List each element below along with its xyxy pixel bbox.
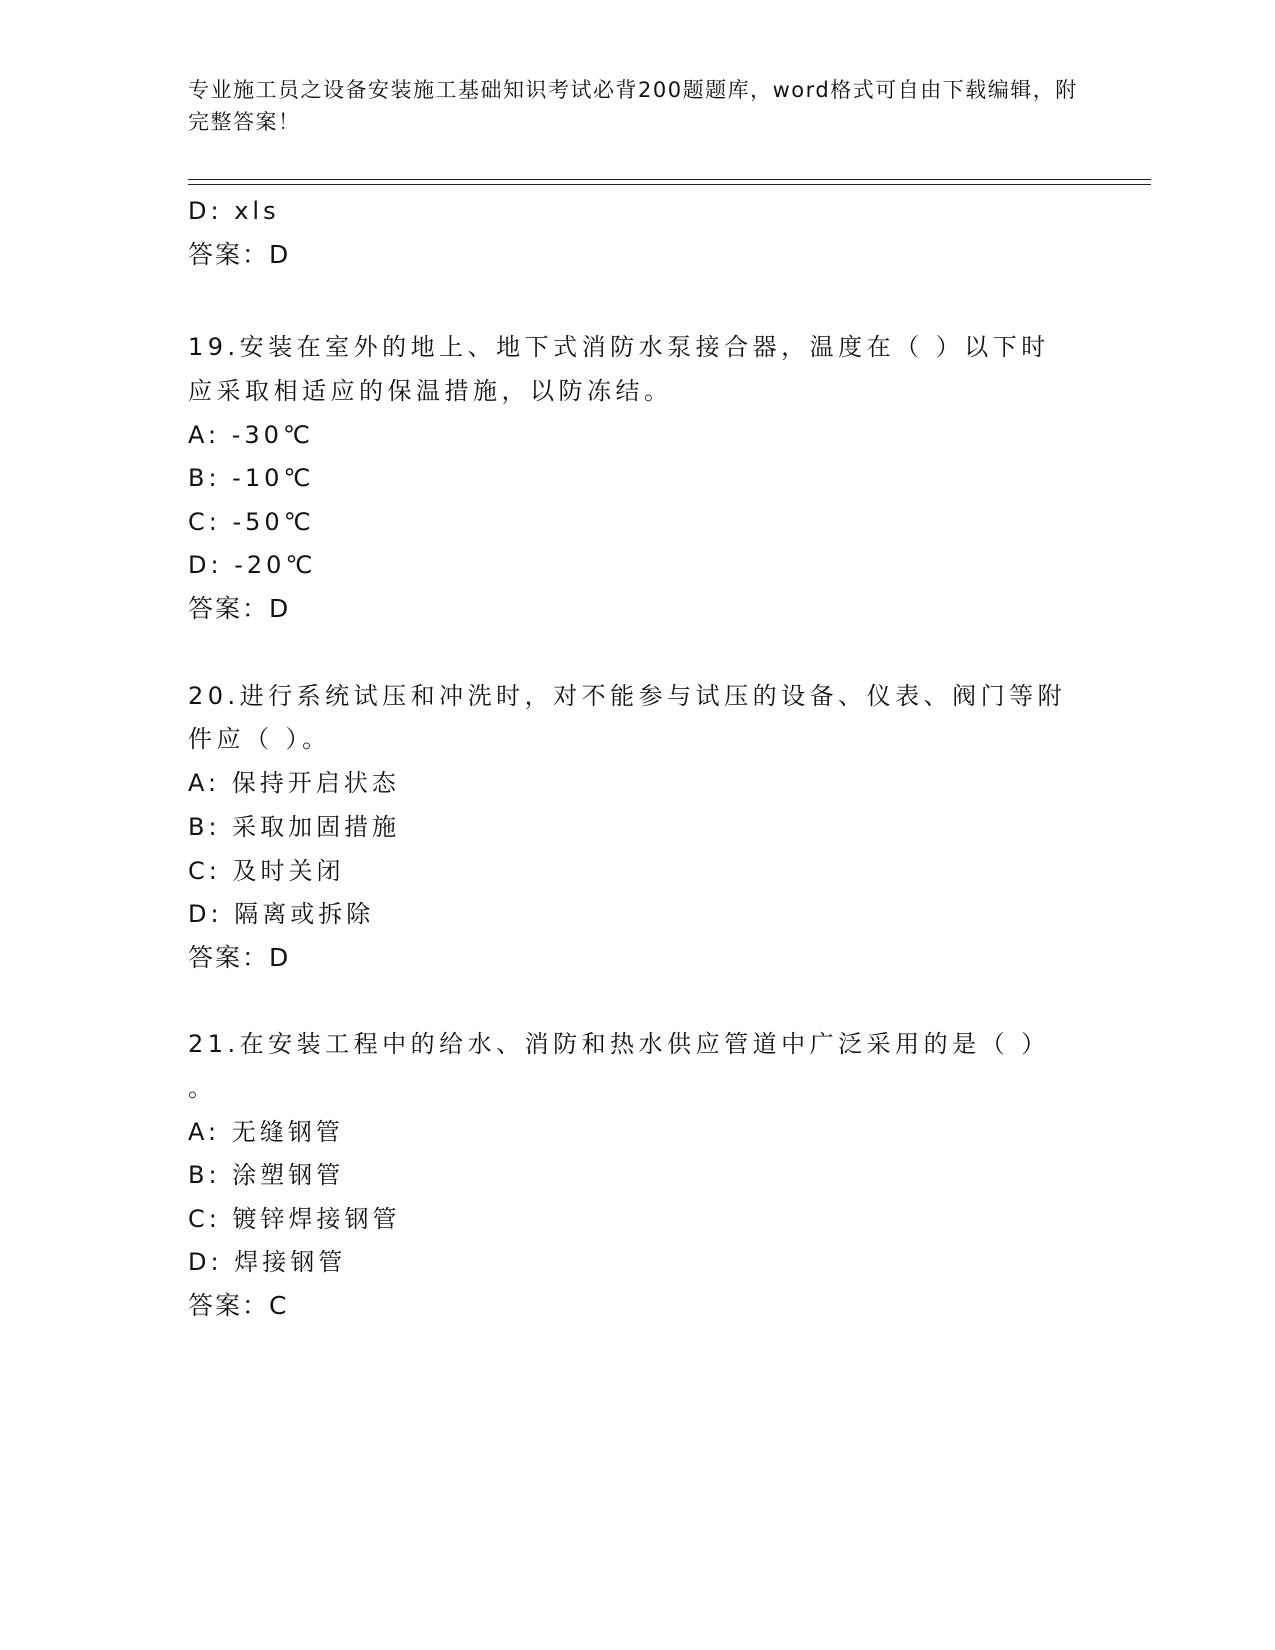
option-line: C: 及时关闭 (188, 857, 345, 885)
option-line: B: 采取加固措施 (188, 813, 401, 841)
header-title: 专业施工员之设备安装施工基础知识考试必背200题题库，word格式可自由下载编辑，附完整答案！ (188, 78, 1078, 134)
option-line: D: 焊接钢管 (188, 1248, 347, 1276)
answer-line: 答案：D (188, 240, 291, 269)
option-line: B: -10℃ (188, 464, 315, 492)
header-rule-top (188, 179, 1151, 180)
question-stem-line: 19.安装在室外的地上、地下式消防水泵接合器，温度在（ ）以下时 (188, 333, 1050, 361)
option-line: A: 无缝钢管 (188, 1118, 344, 1146)
question-stem-line: 件应（ ）。 (188, 725, 331, 753)
option-line: C: -50℃ (188, 508, 315, 536)
question-stem-line: 20.进行系统试压和冲洗时，对不能参与试压的设备、仪表、阀门等附 (188, 682, 1067, 710)
answer-line: 答案：C (188, 1291, 289, 1320)
document-header (188, 74, 1088, 138)
answer-line: 答案：D (188, 594, 291, 623)
option-line: D: xls (188, 197, 280, 225)
header-rule-bottom (188, 184, 1151, 185)
option-line: A: 保持开启状态 (188, 769, 400, 797)
answer-line: 答案：D (188, 943, 291, 972)
option-line: D: -20℃ (188, 551, 317, 579)
question-stem-line: 。 (188, 1074, 217, 1102)
question-stem-line: 应采取相适应的保温措施，以防冻结。 (188, 377, 673, 405)
question-stem-line: 21.在安装工程中的给水、消防和热水供应管道中广泛采用的是（ ） (188, 1030, 1050, 1058)
option-line: C: 镀锌焊接钢管 (188, 1205, 401, 1233)
option-line: A: -30℃ (188, 421, 314, 449)
option-line: D: 隔离或拆除 (188, 900, 375, 928)
option-line: B: 涂塑钢管 (188, 1161, 345, 1189)
